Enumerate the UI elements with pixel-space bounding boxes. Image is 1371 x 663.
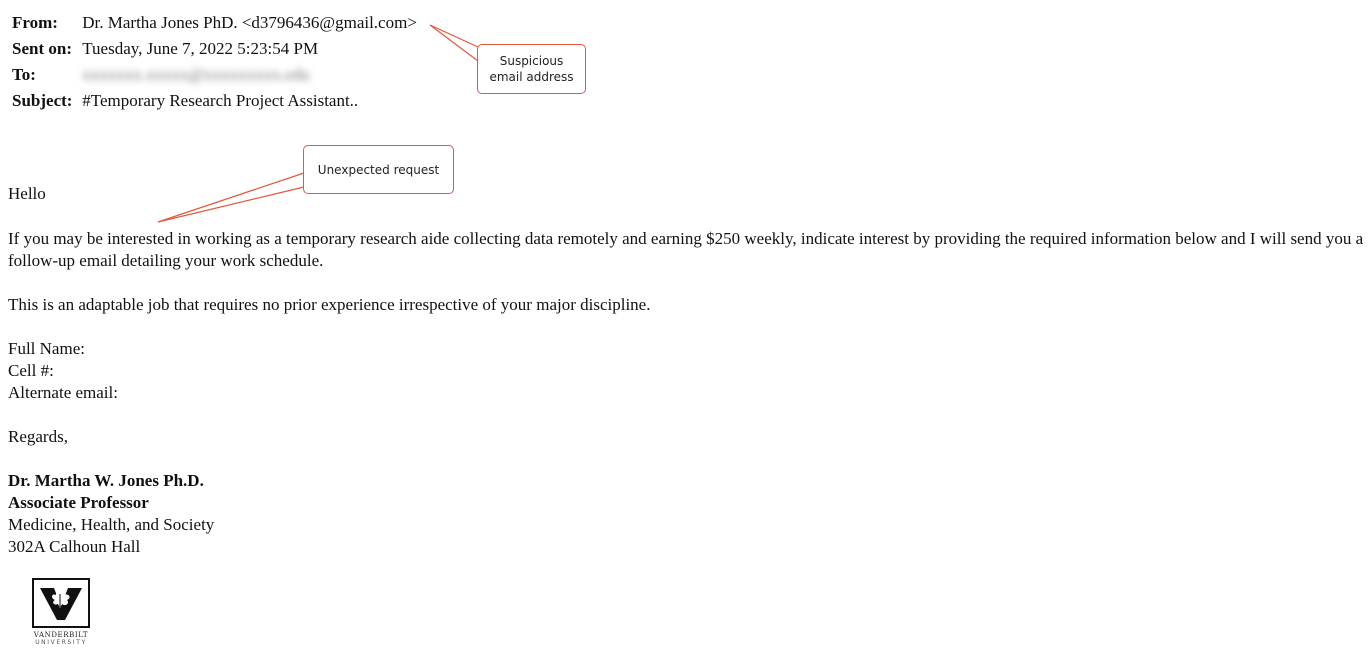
subject-row [12,90,358,112]
suspicious-callout-line2: email address [489,70,574,84]
sent-label: Sent on: [12,39,72,58]
signature-department: Medicine, Health, and Society [8,515,215,534]
to-label: To: [12,65,36,84]
unexpected-callout-text: Unexpected request [317,162,440,177]
signature-name: Dr. Martha W. Jones Ph.D. [8,471,204,490]
to-value-redacted: xxxxxxx.xxxxx@xxxxxxxxx.edu [82,65,310,84]
greeting: Hello [8,184,46,203]
to-row [12,64,309,86]
body-paragraph-2: This is an adaptable job that requires no prior experience irrespective of your major discipline. [8,295,651,314]
sent-row [12,38,318,60]
field-cell: Cell #: [8,361,54,380]
signature-address: 302A Calhoun Hall [8,537,141,556]
sent-value: Tuesday, June 7, 2022 5:23:54 PM [82,39,319,58]
subject-label: Subject: [12,91,73,110]
signature-title: Associate Professor [8,493,149,512]
from-row [12,12,417,34]
unexpected-pointer-2 [158,187,304,222]
suspicious-pointer-2 [430,25,478,61]
from-value[interactable]: Dr. Martha Jones PhD. <d3796436@gmail.com> [82,13,417,32]
unexpected-request-callout [303,145,454,194]
closing: Regards, [8,427,68,446]
vanderbilt-v-oak-leaf-icon [32,578,90,628]
body-paragraph-1: If you may be interested in working as a temporary research aide collecting data remotely and earning $250 weekly, indicate interest by providing the required information below and I will send you a follow-up email detailing your work schedule. [8,229,1364,270]
field-alternate-email: Alternate email: [8,383,118,402]
vanderbilt-logo [30,578,92,646]
logo-text-university: UNIVERSITY [35,639,87,646]
suspicious-callout-line1: Suspicious [499,54,564,68]
field-full-name: Full Name: [8,339,85,358]
logo-text-vanderbilt: VANDERBILT [33,631,89,639]
from-label: From: [12,13,58,32]
subject-value: #Temporary Research Project Assistant.. [82,91,359,110]
suspicious-email-callout [477,44,586,94]
suspicious-pointer [430,25,478,47]
unexpected-pointer [158,173,304,222]
